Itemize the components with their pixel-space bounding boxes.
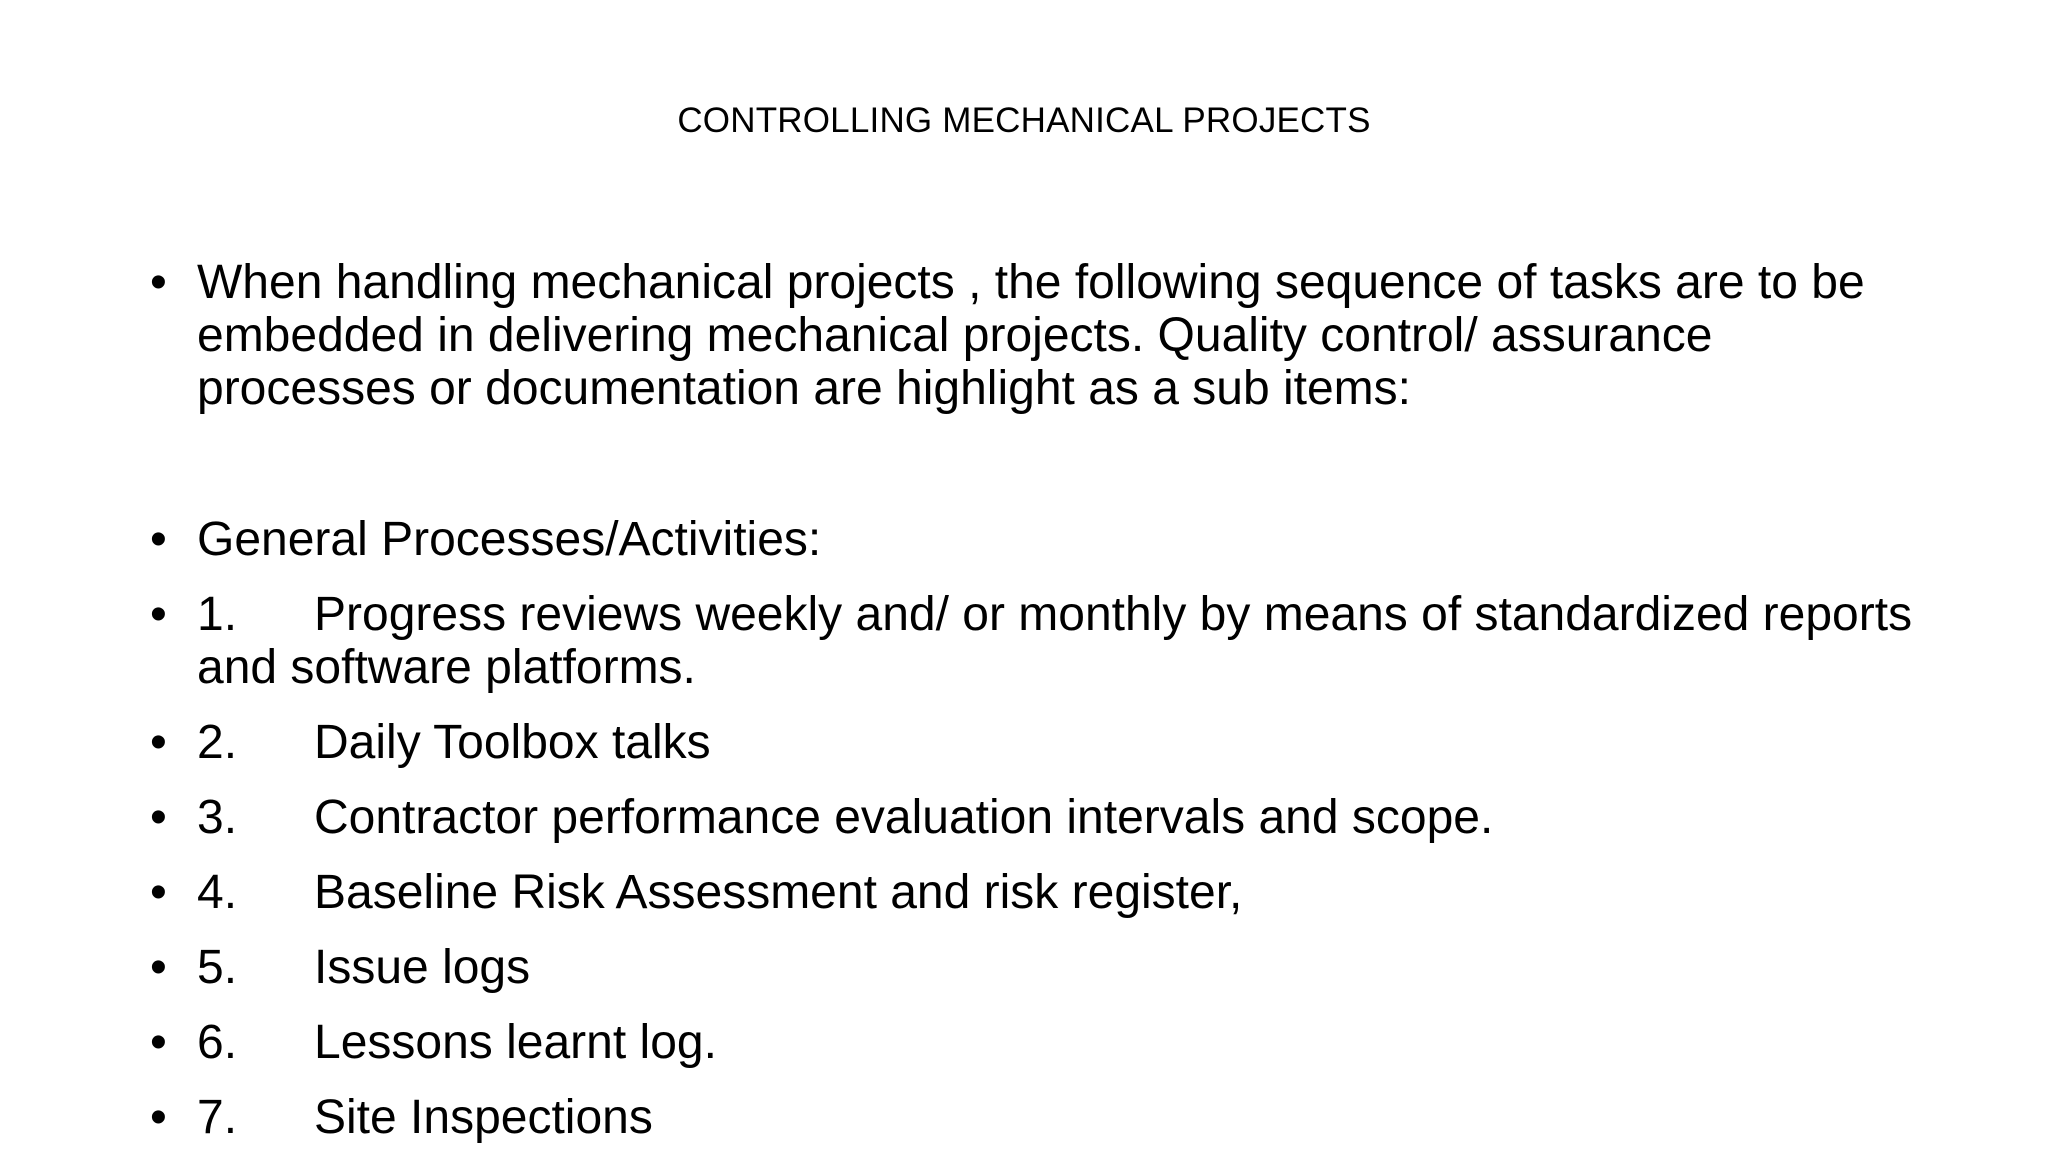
item-number: 5.: [197, 941, 238, 994]
bullet-dot-icon: •: [150, 941, 167, 994]
bullet-dot-icon: •: [150, 866, 167, 919]
list-item: [150, 866, 1930, 919]
item-number: 1.: [197, 588, 238, 641]
item-number: 4.: [197, 866, 238, 919]
item-number: 3.: [197, 791, 238, 844]
item-text: Issue logs: [314, 941, 531, 994]
item-number: 6.: [197, 1016, 238, 1069]
item-text: Daily Toolbox talks: [314, 716, 711, 769]
bullet-dot-icon: •: [150, 716, 167, 769]
item-number: 7.: [197, 1091, 238, 1144]
bullet-dot-icon: •: [150, 588, 167, 641]
bullet-section-heading: [150, 513, 1930, 566]
item-text: Lessons learnt log.: [314, 1016, 717, 1069]
item-text: Site Inspections: [314, 1091, 653, 1144]
bullet-intro: [150, 256, 1930, 415]
list-item: [150, 941, 1930, 994]
slide-title: CONTROLLING MECHANICAL PROJECTS: [677, 101, 1371, 140]
bullet-list: [150, 256, 1930, 1144]
list-item: [150, 1091, 1930, 1144]
bullet-dot-icon: •: [150, 256, 167, 309]
bullet-dot-icon: •: [150, 1016, 167, 1069]
intro-text: When handling mechanical projects , the following sequence of tasks are to be embedded in delivering mechanical projects. Quality control/ assurance processes or documentation are highlight as a sub items:: [197, 256, 1865, 415]
section-heading: General Processes/Activities:: [197, 513, 822, 566]
item-text: Progress reviews weekly and/ or monthly by means of standardized reports and software platforms.: [197, 588, 1913, 694]
list-item: [150, 1016, 1930, 1069]
list-item: [150, 716, 1930, 769]
list-item: [150, 791, 1930, 844]
bullet-dot-icon: •: [150, 513, 167, 566]
list-item: [150, 588, 1930, 694]
item-text: Contractor performance evaluation intervals and scope.: [314, 791, 1494, 844]
item-text: Baseline Risk Assessment and risk register,: [314, 866, 1243, 919]
bullet-dot-icon: •: [150, 791, 167, 844]
bullet-dot-icon: •: [150, 1091, 167, 1144]
item-number: 2.: [197, 716, 238, 769]
